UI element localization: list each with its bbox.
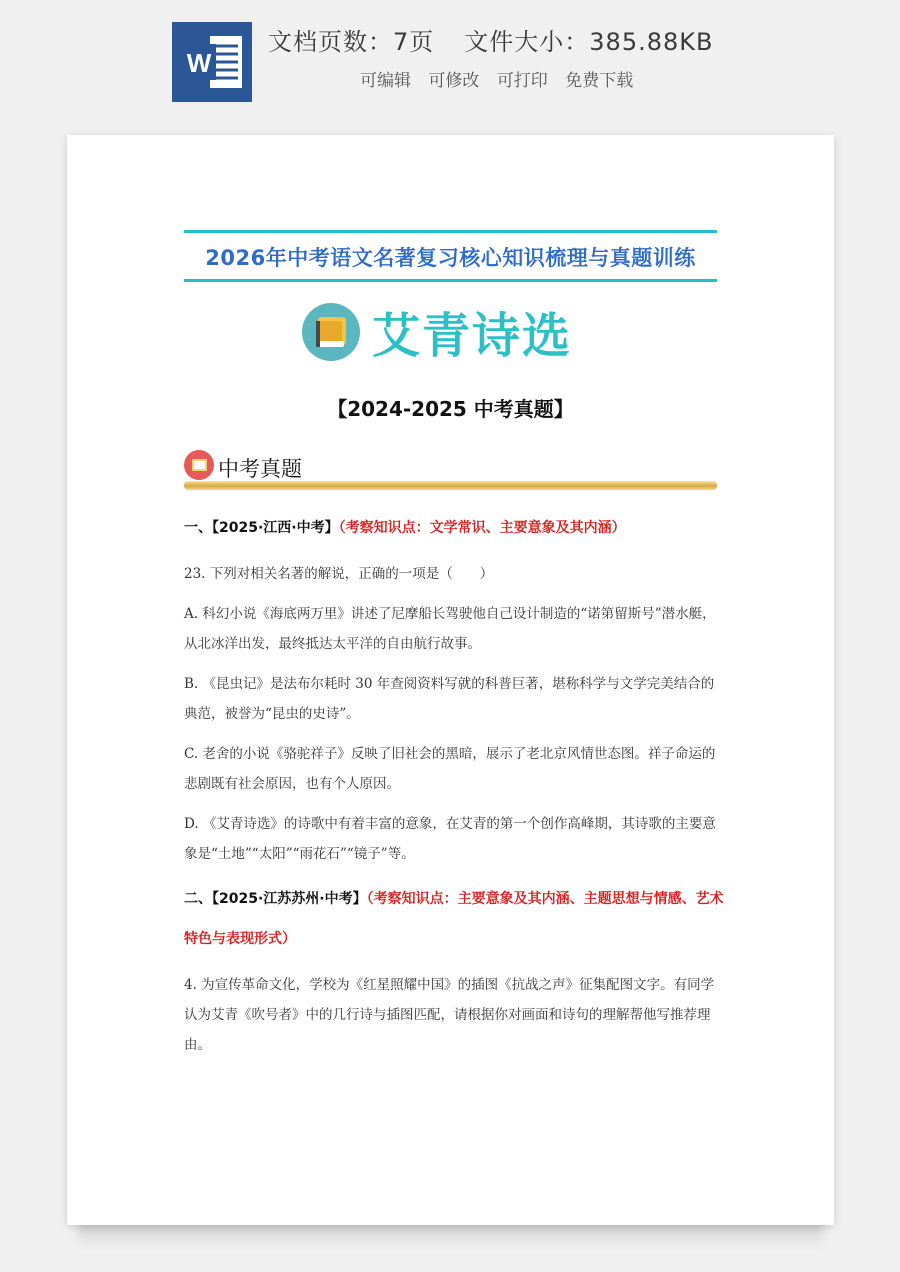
question-2-stem: 4. 为宣传革命文化，学校为《红星照耀中国》的插图《抗战之声》征集配图文字。有同学认为艾青《吹号者》中的几行诗与插图匹配，请根据你对画面和诗句的理解帮他写推荐理由。: [184, 977, 715, 1053]
question-1-stem: 23. 下列对相关名著的解说，正确的一项是（ ）: [184, 566, 494, 582]
question-1-heading: [184, 508, 724, 548]
action-editable: 可编辑: [360, 71, 411, 91]
action-printable: 可打印: [496, 71, 548, 91]
action-free-download: 免费下载: [565, 71, 634, 91]
question-1-option-a: A. 科幻小说《海底两万里》讲述了尼摩船长驾驶他自己设计制造的“诺第留斯号”潜水艇，从北冰洋出发，最终抵达太平洋的自由航行故事。: [184, 606, 716, 652]
question-1-source: 一、【2025·江西·中考】: [184, 520, 339, 536]
file-size: 文件大小：385.88KB: [464, 28, 714, 56]
question-1-option-d: D. 《艾青诗选》的诗歌中有着丰富的意象，在艾青的第一个创作高峰期，其诗歌的主要意象是“土地”“太阳”“雨花石”“镜子”等。: [184, 816, 716, 862]
book-title: 艾青诗选: [372, 308, 573, 364]
action-modifiable: 可修改: [428, 71, 480, 91]
subsection-title: 中考真题: [218, 457, 302, 481]
page-count: 文档页数：7页: [268, 28, 435, 56]
subsection-header: [184, 447, 717, 493]
book-icon: [302, 303, 360, 361]
document-actions: [360, 66, 645, 91]
question-1-knowledge: （考察知识点：文学常识、主要意象及其内涵）: [338, 520, 626, 536]
section-heading: 【2024-2025 中考真题】: [327, 397, 574, 421]
question-2-source: 二、【2025·江苏苏州·中考】: [184, 891, 367, 907]
document-page: [67, 135, 834, 1225]
question-1-option-b: B. 《昆虫记》是法布尔耗时 30 年查阅资料写就的科普巨著，堪称科学与文学完美结合的典范，被誉为“昆虫的史诗”。: [184, 676, 715, 722]
document-meta: [268, 22, 713, 57]
svg-text:W: W: [186, 48, 212, 78]
gold-divider: [184, 481, 717, 490]
banner-top-rule: [184, 230, 717, 233]
book-title-block: [302, 303, 602, 373]
banner-bottom-rule: [184, 279, 717, 282]
question-1-option-c: C. 老舍的小说《骆驼祥子》反映了旧社会的黑暗，展示了老北京风情世态图。祥子命运的悲剧既有社会原因，也有个人原因。: [184, 746, 716, 792]
title-banner: [184, 230, 717, 282]
question-2-knowledge: （考察知识点：主要意象及其内涵、主题思想与情感、艺术特色与表现形式）: [184, 891, 724, 947]
banner-title: 2026年中考语文名著复习核心知识梳理与真题训练: [205, 246, 696, 270]
word-document-icon: [172, 22, 252, 102]
exam-book-icon: [184, 450, 214, 480]
question-2-heading: [184, 879, 724, 959]
